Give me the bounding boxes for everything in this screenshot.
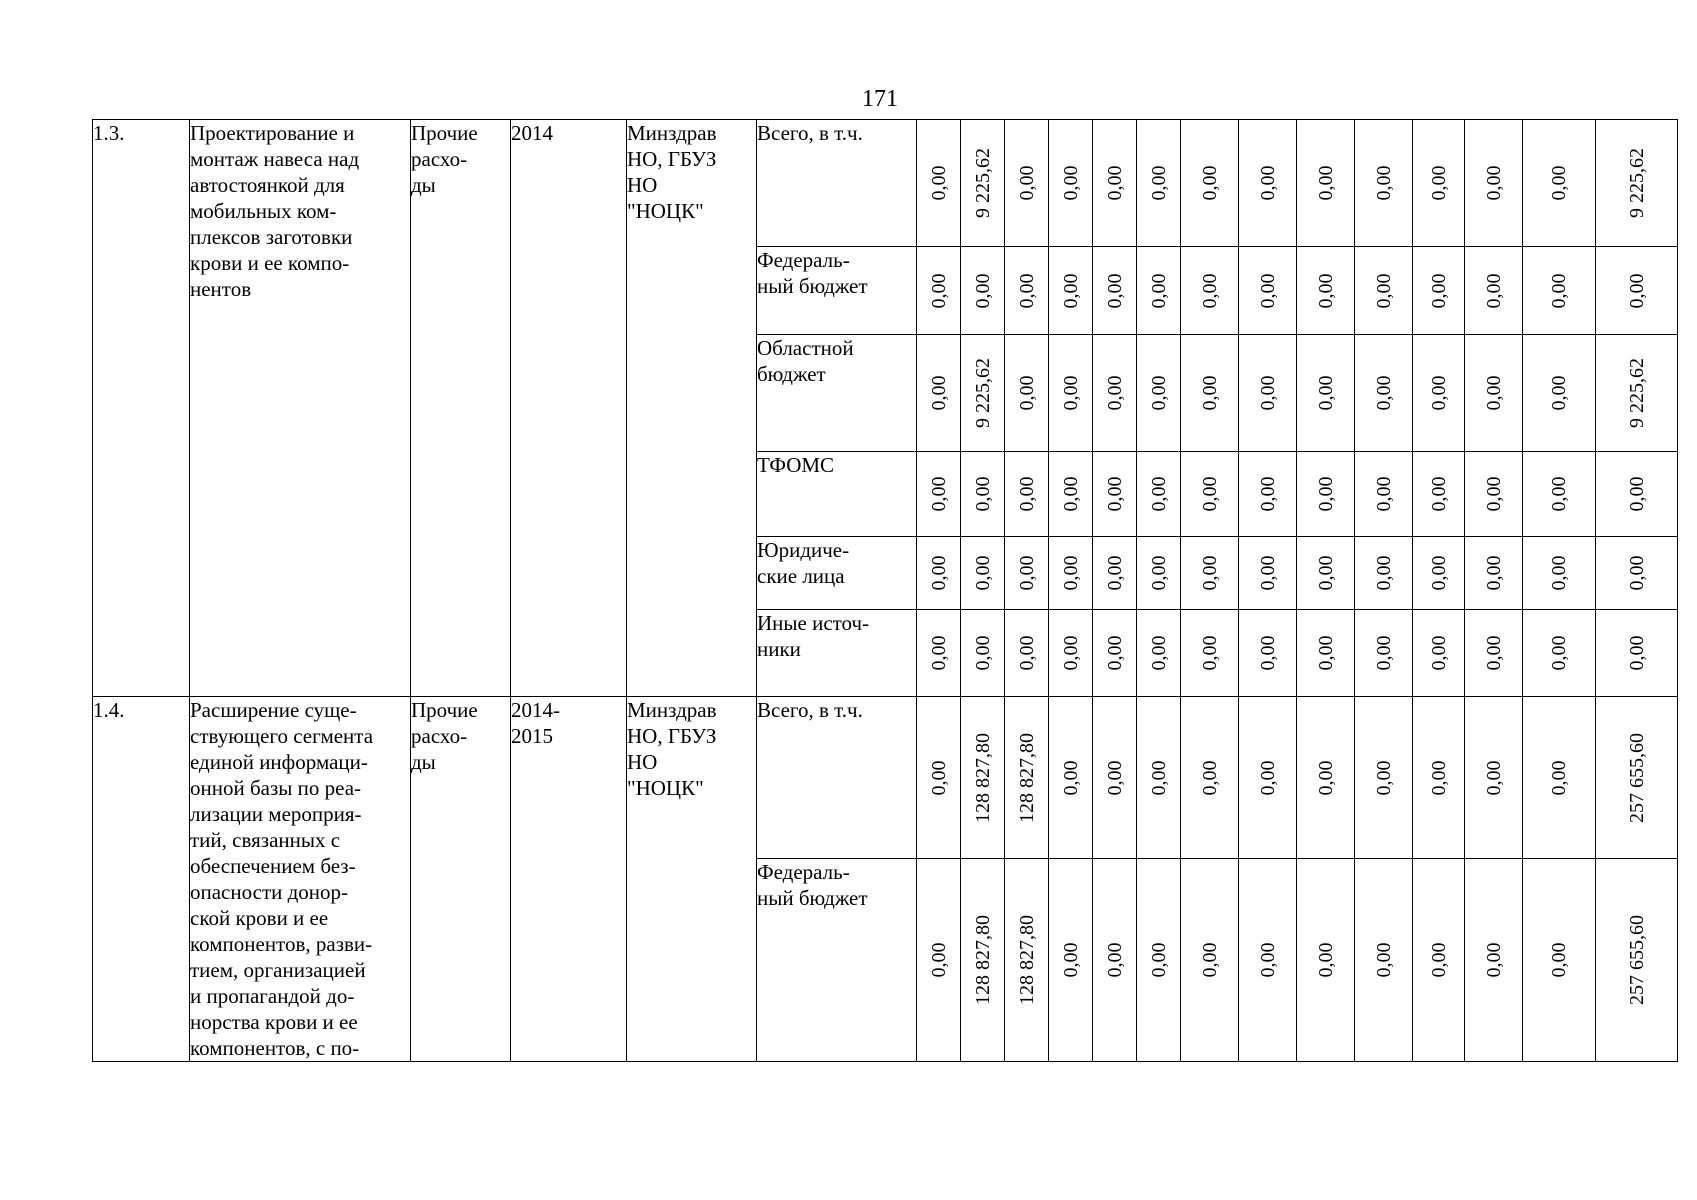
amount-value: 257 655,60 xyxy=(1625,732,1648,823)
amount-value: 0,00 xyxy=(1256,942,1279,978)
item-number xyxy=(93,120,190,697)
funding-source-label-line: Всего, в т.ч. xyxy=(757,698,863,722)
amount-cell xyxy=(1413,537,1465,610)
amount-value: 0,00 xyxy=(1372,760,1395,796)
amount-cell xyxy=(1523,247,1596,335)
amount-value: 0,00 xyxy=(1372,635,1395,671)
amount-value: 0,00 xyxy=(1198,942,1221,978)
table-row xyxy=(93,697,1678,859)
amount-cell xyxy=(1005,247,1049,335)
amount-value: 0,00 xyxy=(1198,375,1221,411)
amount-cell xyxy=(961,120,1005,247)
amount-value: 0,00 xyxy=(1482,942,1505,978)
amount-value: 0,00 xyxy=(1427,165,1450,201)
amount-value: 0,00 xyxy=(1103,375,1126,411)
amount-value: 0,00 xyxy=(1147,760,1170,796)
funding-source-label xyxy=(757,697,917,859)
item-executor-line: НО xyxy=(627,173,658,197)
amount-cell xyxy=(1465,610,1523,697)
item-years xyxy=(511,120,627,697)
amount-cell xyxy=(1523,537,1596,610)
amount-cell xyxy=(1093,859,1137,1062)
amount-value: 0,00 xyxy=(1147,273,1170,308)
amount-value: 0,00 xyxy=(1147,375,1170,411)
amount-value: 0,00 xyxy=(1059,375,1082,411)
amount-cell xyxy=(1093,247,1137,335)
amount-cell xyxy=(917,452,961,537)
amount-value: 0,00 xyxy=(1314,165,1337,201)
amount-value: 0,00 xyxy=(1256,760,1279,796)
amount-cell xyxy=(1596,120,1678,247)
amount-value: 0,00 xyxy=(1198,165,1221,201)
funding-source-label-line: Федераль- xyxy=(757,248,850,272)
amount-cell xyxy=(1181,697,1239,859)
amount-value: 0,00 xyxy=(1015,476,1038,512)
amount-value: 0,00 xyxy=(1625,476,1648,512)
item-name-line: компонентов, с по- xyxy=(190,1036,360,1060)
amount-cell xyxy=(1093,537,1137,610)
amount-cell xyxy=(1181,120,1239,247)
amount-cell xyxy=(1049,697,1093,859)
funding-source-label-line: ный бюджет xyxy=(757,886,868,911)
amount-cell xyxy=(1355,120,1413,247)
item-years-line: 2014- xyxy=(511,698,560,722)
funding-source-label-line: Всего, в т.ч. xyxy=(757,121,863,145)
amount-cell xyxy=(1005,335,1049,452)
amount-cell xyxy=(1596,859,1678,1062)
amount-cell xyxy=(1137,859,1181,1062)
item-name-line: мобильных ком- xyxy=(190,199,337,223)
amount-cell xyxy=(1297,697,1355,859)
amount-cell xyxy=(1355,697,1413,859)
funding-source-label xyxy=(757,247,917,335)
amount-cell xyxy=(1181,452,1239,537)
amount-value: 0,00 xyxy=(1256,476,1279,512)
amount-cell xyxy=(1596,452,1678,537)
item-name-line: нентов xyxy=(190,277,252,301)
expense-type xyxy=(411,120,511,697)
amount-cell xyxy=(1355,247,1413,335)
amount-value: 0,00 xyxy=(1482,165,1505,201)
funding-source-label-line: ские лица xyxy=(757,564,845,588)
item-name xyxy=(190,697,411,1062)
amount-cell xyxy=(1523,452,1596,537)
amount-value: 0,00 xyxy=(1147,476,1170,512)
amount-value: 0,00 xyxy=(927,165,950,201)
amount-cell xyxy=(1297,120,1355,247)
amount-cell xyxy=(961,335,1005,452)
amount-value: 0,00 xyxy=(1372,942,1395,978)
amount-cell xyxy=(1239,859,1297,1062)
amount-cell xyxy=(1413,335,1465,452)
item-name-line: компонентов, разви- xyxy=(190,932,373,956)
amount-value: 0,00 xyxy=(1427,555,1450,591)
amount-value: 0,00 xyxy=(927,375,950,411)
item-name-line: ствующего сегмента xyxy=(190,724,374,748)
amount-cell xyxy=(1005,859,1049,1062)
amount-value: 0,00 xyxy=(1147,165,1170,201)
amount-cell xyxy=(1005,697,1049,859)
funding-source-label-line: Юридиче- xyxy=(757,538,850,562)
amount-value: 0,00 xyxy=(1059,942,1082,978)
funding-source-label-line: ники xyxy=(757,637,801,661)
amount-cell xyxy=(1596,247,1678,335)
item-years-line: 2015 xyxy=(511,724,553,748)
amount-value: 0,00 xyxy=(1372,476,1395,512)
funding-source-label xyxy=(757,610,917,697)
amount-cell xyxy=(1239,120,1297,247)
amount-cell xyxy=(1523,120,1596,247)
amount-value: 128 827,80 xyxy=(1015,915,1038,1006)
amount-cell xyxy=(1181,335,1239,452)
amount-value: 0,00 xyxy=(971,476,994,512)
amount-cell xyxy=(1596,537,1678,610)
amount-cell xyxy=(1181,610,1239,697)
item-number-line: 1.3. xyxy=(93,121,125,145)
amount-value: 0,00 xyxy=(1103,760,1126,796)
amount-value: 0,00 xyxy=(1427,635,1450,671)
amount-cell xyxy=(961,697,1005,859)
amount-cell xyxy=(1181,537,1239,610)
amount-cell xyxy=(961,610,1005,697)
expense-type-line: ды xyxy=(411,750,436,774)
expense-type-line: Прочие xyxy=(411,698,478,722)
amount-value: 0,00 xyxy=(1372,273,1395,308)
funding-source-label xyxy=(757,335,917,452)
item-name xyxy=(190,120,411,697)
amount-value: 0,00 xyxy=(1059,555,1082,591)
item-executor-line: "НОЦК" xyxy=(627,199,704,223)
expense-type-line: ды xyxy=(411,173,436,197)
amount-cell xyxy=(1137,610,1181,697)
amount-value: 9 225,62 xyxy=(1625,358,1648,428)
amount-cell xyxy=(1523,859,1596,1062)
amount-cell xyxy=(1049,610,1093,697)
amount-value: 0,00 xyxy=(1548,942,1570,978)
amount-value: 0,00 xyxy=(1256,635,1279,671)
item-name-line: Расширение суще- xyxy=(190,698,357,722)
amount-value: 0,00 xyxy=(971,635,994,671)
amount-cell xyxy=(1465,335,1523,452)
amount-cell xyxy=(1523,697,1596,859)
item-name-line: опасности донор- xyxy=(190,880,349,904)
table-row xyxy=(93,120,1678,247)
amount-cell xyxy=(1355,859,1413,1062)
item-name-line: Проектирование и xyxy=(190,121,355,145)
funding-source-label-line: ный бюджет xyxy=(757,274,868,298)
item-executor-line: Минздрав xyxy=(627,698,717,722)
amount-cell xyxy=(1523,335,1596,452)
amount-cell xyxy=(1355,610,1413,697)
amount-cell xyxy=(1137,452,1181,537)
page-number: 171 xyxy=(862,86,898,112)
amount-cell xyxy=(1465,452,1523,537)
amount-cell xyxy=(1049,247,1093,335)
amount-value: 0,00 xyxy=(1427,942,1450,978)
amount-value: 0,00 xyxy=(927,555,950,591)
amount-cell xyxy=(1181,247,1239,335)
amount-cell xyxy=(1465,697,1523,859)
amount-cell xyxy=(1297,859,1355,1062)
amount-cell xyxy=(1596,610,1678,697)
amount-cell xyxy=(1093,610,1137,697)
amount-cell xyxy=(1137,120,1181,247)
amount-value: 257 655,60 xyxy=(1625,915,1648,1006)
amount-value: 9 225,62 xyxy=(1625,148,1648,218)
item-name-line: норства крови и ее xyxy=(190,1010,358,1034)
amount-cell xyxy=(1239,335,1297,452)
funding-source-label-line: ТФОМС xyxy=(757,453,835,477)
amount-cell xyxy=(1297,537,1355,610)
amount-cell xyxy=(917,697,961,859)
amount-value: 0,00 xyxy=(971,273,994,308)
amount-value: 0,00 xyxy=(1314,476,1337,512)
funding-source-label-line: Иные источ- xyxy=(757,611,870,635)
funding-source-label-line: Областной xyxy=(757,336,854,360)
amount-value: 0,00 xyxy=(1147,942,1170,978)
amount-value: 0,00 xyxy=(1548,165,1570,201)
amount-cell xyxy=(1093,452,1137,537)
item-executor-line: Минздрав xyxy=(627,121,717,145)
amount-cell xyxy=(917,335,961,452)
amount-value: 0,00 xyxy=(1482,555,1505,591)
amount-value: 0,00 xyxy=(1198,555,1221,591)
amount-cell xyxy=(1137,335,1181,452)
amount-cell xyxy=(1596,697,1678,859)
amount-cell xyxy=(1049,859,1093,1062)
amount-cell xyxy=(1093,120,1137,247)
amount-value: 0,00 xyxy=(1198,760,1221,796)
amount-value: 0,00 xyxy=(1147,555,1170,591)
amount-cell xyxy=(1137,697,1181,859)
amount-cell xyxy=(1005,120,1049,247)
amount-cell xyxy=(961,247,1005,335)
amount-cell xyxy=(1093,697,1137,859)
amount-cell xyxy=(1137,247,1181,335)
amount-value: 0,00 xyxy=(1372,555,1395,591)
amount-cell xyxy=(1005,537,1049,610)
amount-cell xyxy=(961,452,1005,537)
amount-value: 0,00 xyxy=(927,635,950,671)
item-years-line: 2014 xyxy=(511,121,553,145)
amount-cell xyxy=(1137,537,1181,610)
amount-cell xyxy=(961,537,1005,610)
amount-value: 0,00 xyxy=(1482,476,1505,512)
funding-source-label-line: бюджет xyxy=(757,362,826,386)
funding-source-label xyxy=(757,120,917,247)
amount-value: 0,00 xyxy=(1198,476,1221,512)
amount-cell xyxy=(1297,452,1355,537)
item-name-line: и пропагандой до- xyxy=(190,984,355,1008)
expense-type-line: расхо- xyxy=(411,724,468,748)
amount-cell xyxy=(1049,120,1093,247)
item-name-line: ской крови и ее xyxy=(190,906,329,930)
amount-value: 0,00 xyxy=(1548,555,1570,591)
amount-value: 0,00 xyxy=(927,942,950,978)
amount-value: 0,00 xyxy=(1548,273,1570,308)
amount-value: 0,00 xyxy=(1548,635,1570,671)
amount-value: 0,00 xyxy=(1427,760,1450,796)
amount-cell xyxy=(1093,335,1137,452)
amount-cell xyxy=(1005,610,1049,697)
item-number xyxy=(93,697,190,1062)
amount-value: 0,00 xyxy=(927,273,950,308)
amount-value: 128 827,80 xyxy=(971,915,994,1006)
amount-value: 0,00 xyxy=(1015,165,1038,201)
amount-cell xyxy=(1181,859,1239,1062)
amount-value: 0,00 xyxy=(1372,165,1395,201)
item-years xyxy=(511,697,627,1062)
item-name-line: автостоянкой для xyxy=(190,173,345,197)
amount-value: 0,00 xyxy=(1314,635,1337,671)
amount-cell xyxy=(1413,452,1465,537)
amount-cell xyxy=(1413,120,1465,247)
amount-cell xyxy=(1413,859,1465,1062)
amount-value: 0,00 xyxy=(1015,375,1038,411)
item-executor xyxy=(627,120,757,697)
amount-value: 0,00 xyxy=(1059,273,1082,308)
amount-value: 0,00 xyxy=(1427,476,1450,512)
amount-value: 0,00 xyxy=(1548,760,1570,796)
item-executor-line: НО, ГБУЗ xyxy=(627,724,717,748)
amount-value: 0,00 xyxy=(1059,635,1082,671)
amount-cell xyxy=(1297,610,1355,697)
amount-value: 0,00 xyxy=(1256,165,1279,201)
amount-value: 0,00 xyxy=(1548,476,1570,512)
amount-cell xyxy=(1239,452,1297,537)
amount-cell xyxy=(917,120,961,247)
amount-value: 0,00 xyxy=(1548,375,1570,411)
amount-cell xyxy=(917,610,961,697)
amount-cell xyxy=(1049,335,1093,452)
amount-cell xyxy=(1413,247,1465,335)
amount-value: 0,00 xyxy=(1198,635,1221,671)
item-name-line: единой информаци- xyxy=(190,750,368,774)
amount-value: 0,00 xyxy=(1103,635,1126,671)
amount-cell xyxy=(1465,859,1523,1062)
amount-value: 0,00 xyxy=(1015,635,1038,671)
amount-cell xyxy=(1355,452,1413,537)
amount-cell xyxy=(1413,610,1465,697)
amount-value: 9 225,62 xyxy=(971,148,994,218)
amount-cell xyxy=(1355,537,1413,610)
amount-value: 0,00 xyxy=(1103,555,1126,591)
amount-value: 0,00 xyxy=(1103,165,1126,201)
amount-cell xyxy=(917,859,961,1062)
amount-cell xyxy=(1596,335,1678,452)
amount-value: 0,00 xyxy=(971,555,994,591)
amount-value: 0,00 xyxy=(1482,635,1505,671)
amount-value: 0,00 xyxy=(1059,476,1082,512)
funding-source-label xyxy=(757,537,917,610)
amount-cell xyxy=(1005,452,1049,537)
amount-value: 0,00 xyxy=(1256,273,1279,308)
amount-cell xyxy=(1239,610,1297,697)
item-executor-line: НО xyxy=(627,750,658,774)
funding-source-label xyxy=(757,859,917,1062)
item-name-line: тием, организацией xyxy=(190,958,366,982)
amount-cell xyxy=(1239,247,1297,335)
amount-value: 0,00 xyxy=(1015,555,1038,591)
amount-value: 0,00 xyxy=(1059,760,1082,796)
item-name-line: плексов заготовки xyxy=(190,225,353,249)
amount-value: 0,00 xyxy=(1256,555,1279,591)
amount-value: 0,00 xyxy=(1314,760,1337,796)
item-name-line: монтаж навеса над xyxy=(190,147,360,171)
expense-type-line: Прочие xyxy=(411,121,478,145)
amount-cell xyxy=(917,537,961,610)
amount-cell xyxy=(1465,120,1523,247)
amount-value: 128 827,80 xyxy=(971,732,994,823)
amount-value: 0,00 xyxy=(1482,273,1505,308)
amount-value: 0,00 xyxy=(1103,476,1126,512)
amount-value: 0,00 xyxy=(1314,942,1337,978)
item-executor-line: "НОЦК" xyxy=(627,776,704,800)
amount-cell xyxy=(1297,247,1355,335)
amount-value: 0,00 xyxy=(1482,375,1505,411)
amount-value: 0,00 xyxy=(1147,635,1170,671)
funding-source-label-line: Федераль- xyxy=(757,860,850,885)
amount-value: 0,00 xyxy=(1314,555,1337,591)
item-name-line: крови и ее компо- xyxy=(190,251,350,275)
amount-cell xyxy=(1465,537,1523,610)
amount-cell xyxy=(1413,697,1465,859)
amount-value: 0,00 xyxy=(1427,273,1450,308)
item-executor xyxy=(627,697,757,1062)
item-name-line: онной базы по реа- xyxy=(190,776,362,800)
amount-value: 0,00 xyxy=(1625,555,1648,591)
amount-cell xyxy=(1355,335,1413,452)
amount-value: 9 225,62 xyxy=(971,358,994,428)
amount-value: 0,00 xyxy=(1625,635,1648,671)
expense-type-line: расхо- xyxy=(411,147,468,171)
item-name-line: лизации мероприя- xyxy=(190,802,362,826)
budget-table xyxy=(92,119,1678,1062)
amount-cell xyxy=(1523,610,1596,697)
amount-cell xyxy=(1049,537,1093,610)
amount-value: 0,00 xyxy=(1103,942,1126,978)
amount-value: 0,00 xyxy=(1427,375,1450,411)
amount-value: 0,00 xyxy=(1059,165,1082,201)
item-number-line: 1.4. xyxy=(93,698,125,722)
amount-cell xyxy=(1465,247,1523,335)
amount-cell xyxy=(1297,335,1355,452)
amount-value: 0,00 xyxy=(927,760,950,796)
amount-value: 0,00 xyxy=(1372,375,1395,411)
item-name-line: обеспечением без- xyxy=(190,854,356,878)
amount-value: 0,00 xyxy=(927,476,950,512)
amount-value: 0,00 xyxy=(1256,375,1279,411)
item-executor-line: НО, ГБУЗ xyxy=(627,147,717,171)
amount-value: 0,00 xyxy=(1103,273,1126,308)
amount-value: 0,00 xyxy=(1314,375,1337,411)
amount-value: 0,00 xyxy=(1198,273,1221,308)
amount-cell xyxy=(1239,697,1297,859)
amount-cell xyxy=(1239,537,1297,610)
item-name-line: тий, связанных с xyxy=(190,828,341,852)
amount-value: 0,00 xyxy=(1015,273,1038,308)
amount-cell xyxy=(917,247,961,335)
amount-value: 0,00 xyxy=(1482,760,1505,796)
amount-value: 128 827,80 xyxy=(1015,732,1038,823)
amount-value: 0,00 xyxy=(1625,273,1648,308)
amount-value: 0,00 xyxy=(1314,273,1337,308)
funding-source-label xyxy=(757,452,917,537)
amount-cell xyxy=(1049,452,1093,537)
amount-cell xyxy=(961,859,1005,1062)
expense-type xyxy=(411,697,511,1062)
